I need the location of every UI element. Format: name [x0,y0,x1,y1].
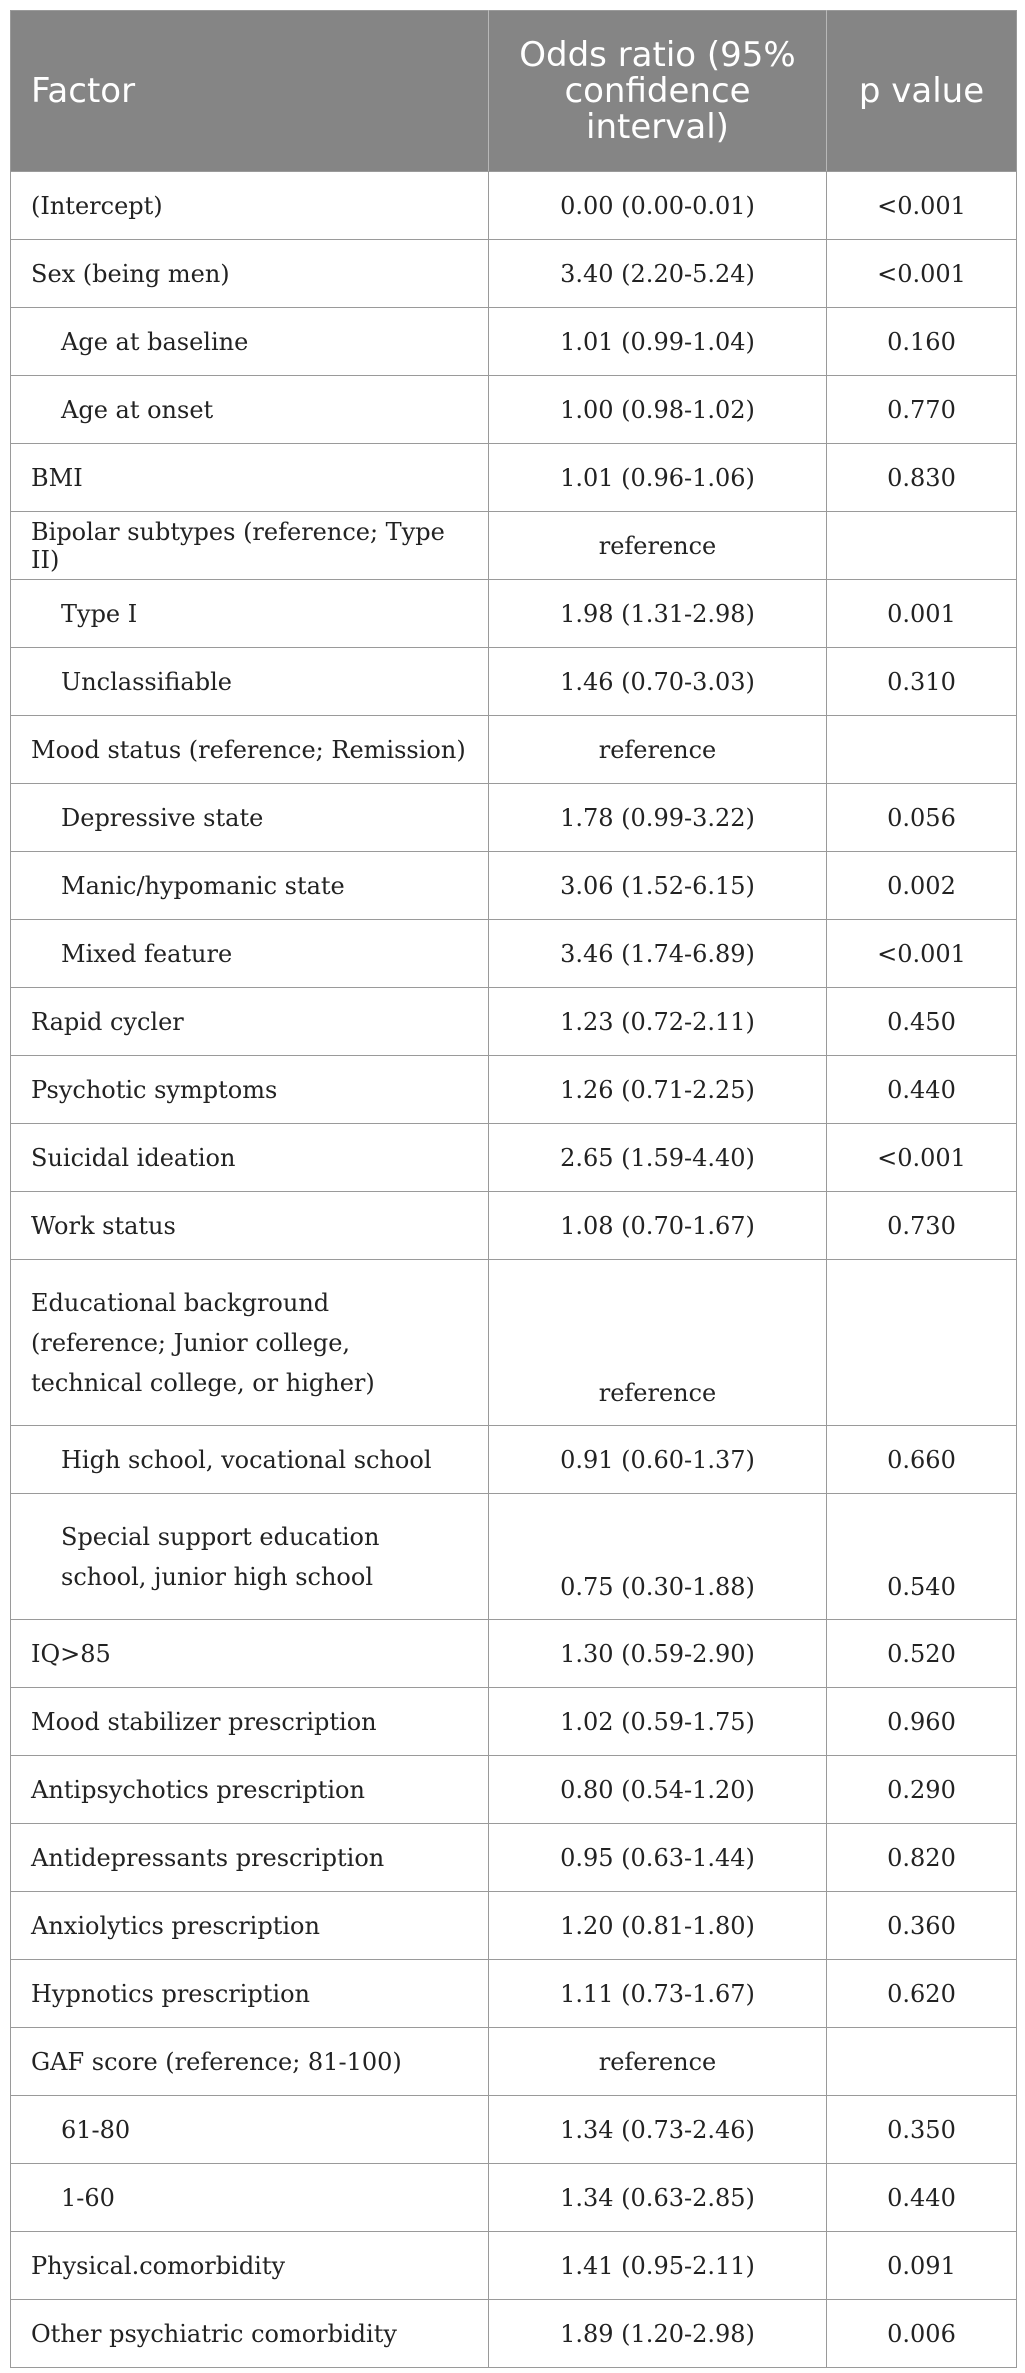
cell-odds-ratio: 1.98 (1.31-2.98) [489,580,827,648]
table-row [11,1960,1017,2028]
cell-factor: Antidepressants prescription [11,1824,489,1892]
table-row [11,1756,1017,1824]
cell-odds-ratio: reference [489,2028,827,2096]
cell-odds-ratio: 3.40 (2.20-5.24) [489,240,827,308]
odds-ratio-table [10,10,1017,2368]
cell-factor: Mood stabilizer prescription [11,1688,489,1756]
table-row [11,2300,1017,2368]
cell-factor: Psychotic symptoms [11,1056,489,1124]
cell-factor: Physical.comorbidity [11,2232,489,2300]
cell-odds-ratio: reference [489,512,827,580]
header-odds-ratio: Odds ratio (95% confidence interval) [489,11,827,172]
cell-p-value: 0.660 [827,1426,1017,1494]
cell-factor: Suicidal ideation [11,1124,489,1192]
cell-odds-ratio: reference [489,1260,827,1426]
header-factor: Factor [11,11,489,172]
table-header [11,11,1017,172]
cell-odds-ratio: 1.02 (0.59-1.75) [489,1688,827,1756]
cell-p-value: <0.001 [827,1124,1017,1192]
table-row [11,1892,1017,1960]
cell-factor: BMI [11,444,489,512]
cell-p-value [827,1260,1017,1426]
cell-p-value: <0.001 [827,240,1017,308]
table-row [11,920,1017,988]
cell-p-value: 0.830 [827,444,1017,512]
table-row [11,716,1017,784]
cell-factor: Educational background (reference; Junior college, technical college, or higher) [11,1260,489,1426]
header-p-value: p value [827,11,1017,172]
cell-p-value: 0.450 [827,988,1017,1056]
table-container [10,10,1016,2368]
cell-odds-ratio: 1.08 (0.70-1.67) [489,1192,827,1260]
cell-factor: Bipolar subtypes (reference; Type II) [11,512,489,580]
cell-factor: Mood status (reference; Remission) [11,716,489,784]
cell-p-value: 0.730 [827,1192,1017,1260]
cell-odds-ratio: 1.01 (0.99-1.04) [489,308,827,376]
table-row [11,988,1017,1056]
header-row [11,11,1017,172]
cell-factor: Rapid cycler [11,988,489,1056]
cell-odds-ratio: 1.01 (0.96-1.06) [489,444,827,512]
cell-p-value: 0.310 [827,648,1017,716]
cell-factor: High school, vocational school [11,1426,489,1494]
cell-p-value: 0.056 [827,784,1017,852]
table-row [11,172,1017,240]
cell-factor: 61-80 [11,2096,489,2164]
cell-odds-ratio: 0.95 (0.63-1.44) [489,1824,827,1892]
cell-factor: Other psychiatric comorbidity [11,2300,489,2368]
cell-p-value: 0.001 [827,580,1017,648]
cell-factor: Work status [11,1192,489,1260]
table-row [11,1824,1017,1892]
table-row [11,2232,1017,2300]
cell-odds-ratio: 1.46 (0.70-3.03) [489,648,827,716]
cell-p-value: 0.002 [827,852,1017,920]
table-row [11,240,1017,308]
cell-odds-ratio: 1.26 (0.71-2.25) [489,1056,827,1124]
table-row [11,1426,1017,1494]
cell-p-value: 0.520 [827,1620,1017,1688]
cell-odds-ratio: 0.91 (0.60-1.37) [489,1426,827,1494]
cell-odds-ratio: 1.41 (0.95-2.11) [489,2232,827,2300]
cell-odds-ratio: 1.11 (0.73-1.67) [489,1960,827,2028]
table-row [11,852,1017,920]
table-row [11,1620,1017,1688]
cell-odds-ratio: 0.00 (0.00-0.01) [489,172,827,240]
table-row [11,444,1017,512]
table-body [11,172,1017,2368]
table-row [11,1056,1017,1124]
cell-factor: Mixed feature [11,920,489,988]
cell-p-value: 0.440 [827,1056,1017,1124]
cell-factor: 1-60 [11,2164,489,2232]
cell-factor: Antipsychotics prescription [11,1756,489,1824]
table-row [11,308,1017,376]
table-row [11,580,1017,648]
cell-odds-ratio: 1.20 (0.81-1.80) [489,1892,827,1960]
table-row [11,784,1017,852]
cell-odds-ratio: reference [489,716,827,784]
cell-p-value: 0.820 [827,1824,1017,1892]
cell-p-value [827,512,1017,580]
cell-factor: Unclassifiable [11,648,489,716]
table-row [11,1260,1017,1426]
cell-odds-ratio: 1.23 (0.72-2.11) [489,988,827,1056]
cell-factor: Hypnotics prescription [11,1960,489,2028]
cell-p-value [827,2028,1017,2096]
cell-p-value: 0.360 [827,1892,1017,1960]
cell-odds-ratio: 3.46 (1.74-6.89) [489,920,827,988]
cell-odds-ratio: 0.80 (0.54-1.20) [489,1756,827,1824]
cell-odds-ratio: 2.65 (1.59-4.40) [489,1124,827,1192]
cell-p-value: 0.006 [827,2300,1017,2368]
cell-p-value: <0.001 [827,920,1017,988]
cell-odds-ratio: 0.75 (0.30-1.88) [489,1494,827,1620]
table-row [11,1192,1017,1260]
cell-factor: (Intercept) [11,172,489,240]
cell-p-value: <0.001 [827,172,1017,240]
cell-p-value: 0.960 [827,1688,1017,1756]
cell-p-value: 0.350 [827,2096,1017,2164]
cell-odds-ratio: 3.06 (1.52-6.15) [489,852,827,920]
cell-odds-ratio: 1.00 (0.98-1.02) [489,376,827,444]
table-row [11,512,1017,580]
cell-p-value: 0.620 [827,1960,1017,2028]
cell-p-value: 0.160 [827,308,1017,376]
cell-p-value [827,716,1017,784]
table-row [11,2096,1017,2164]
cell-factor: Sex (being men) [11,240,489,308]
cell-factor: Age at onset [11,376,489,444]
table-row [11,2028,1017,2096]
cell-p-value: 0.091 [827,2232,1017,2300]
cell-factor: Type I [11,580,489,648]
cell-p-value: 0.540 [827,1494,1017,1620]
cell-p-value: 0.770 [827,376,1017,444]
cell-p-value: 0.290 [827,1756,1017,1824]
cell-factor: Manic/hypomanic state [11,852,489,920]
table-row [11,376,1017,444]
cell-factor: Anxiolytics prescription [11,1892,489,1960]
table-row [11,1124,1017,1192]
cell-odds-ratio: 1.34 (0.63-2.85) [489,2164,827,2232]
cell-factor: Special support education school, junior high school [11,1494,489,1620]
cell-odds-ratio: 1.89 (1.20-2.98) [489,2300,827,2368]
cell-factor: Age at baseline [11,308,489,376]
table-row [11,648,1017,716]
table-row [11,1494,1017,1620]
cell-factor: GAF score (reference; 81-100) [11,2028,489,2096]
cell-odds-ratio: 1.30 (0.59-2.90) [489,1620,827,1688]
cell-odds-ratio: 1.34 (0.73-2.46) [489,2096,827,2164]
cell-odds-ratio: 1.78 (0.99-3.22) [489,784,827,852]
table-row [11,1688,1017,1756]
cell-factor: Depressive state [11,784,489,852]
table-row [11,2164,1017,2232]
cell-factor: IQ>85 [11,1620,489,1688]
cell-p-value: 0.440 [827,2164,1017,2232]
